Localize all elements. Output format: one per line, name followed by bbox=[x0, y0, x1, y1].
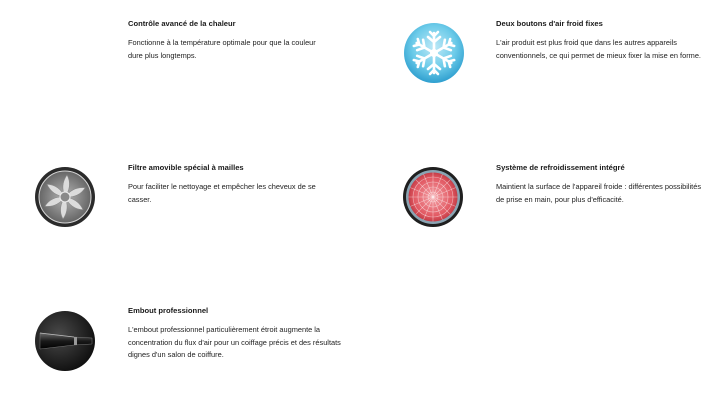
feature-description: Fonctionne à la température optimale pour que la couleur dure plus longtemps. bbox=[128, 38, 316, 60]
feature-title: Contrôle avancé de la chaleur bbox=[128, 19, 236, 28]
feature-title: Embout professionnel bbox=[128, 306, 209, 315]
feature-title: Deux boutons d'air froid fixes bbox=[496, 19, 603, 28]
feature-description: Maintient la surface de l'appareil froide : différentes possibilités de prise en main, pour plus d'efficacité. bbox=[496, 182, 702, 204]
feature-description: L'air produit est plus froid que dans les autres appareils conventionnels, ce qui permet de mieux fixer la mise en forme. bbox=[496, 38, 701, 60]
feature-description: Pour faciliter le nettoyage et empêcher les cheveux de se casser. bbox=[128, 182, 316, 204]
feature-title: Système de refroidissement intégré bbox=[496, 163, 625, 172]
feature-title: Filtre amovible spécial à mailles bbox=[128, 163, 244, 172]
feature-description: L'embout professionnel particulièrement étroit augmente la concentration du flux d'air pour un coiffage précis et des résultats dignes d'un salon de coiffure. bbox=[128, 325, 341, 360]
fan-filter-icon bbox=[34, 166, 96, 228]
snowflake-icon bbox=[403, 22, 465, 84]
cooling-grid-icon bbox=[402, 166, 464, 228]
nozzle-icon bbox=[34, 310, 96, 372]
